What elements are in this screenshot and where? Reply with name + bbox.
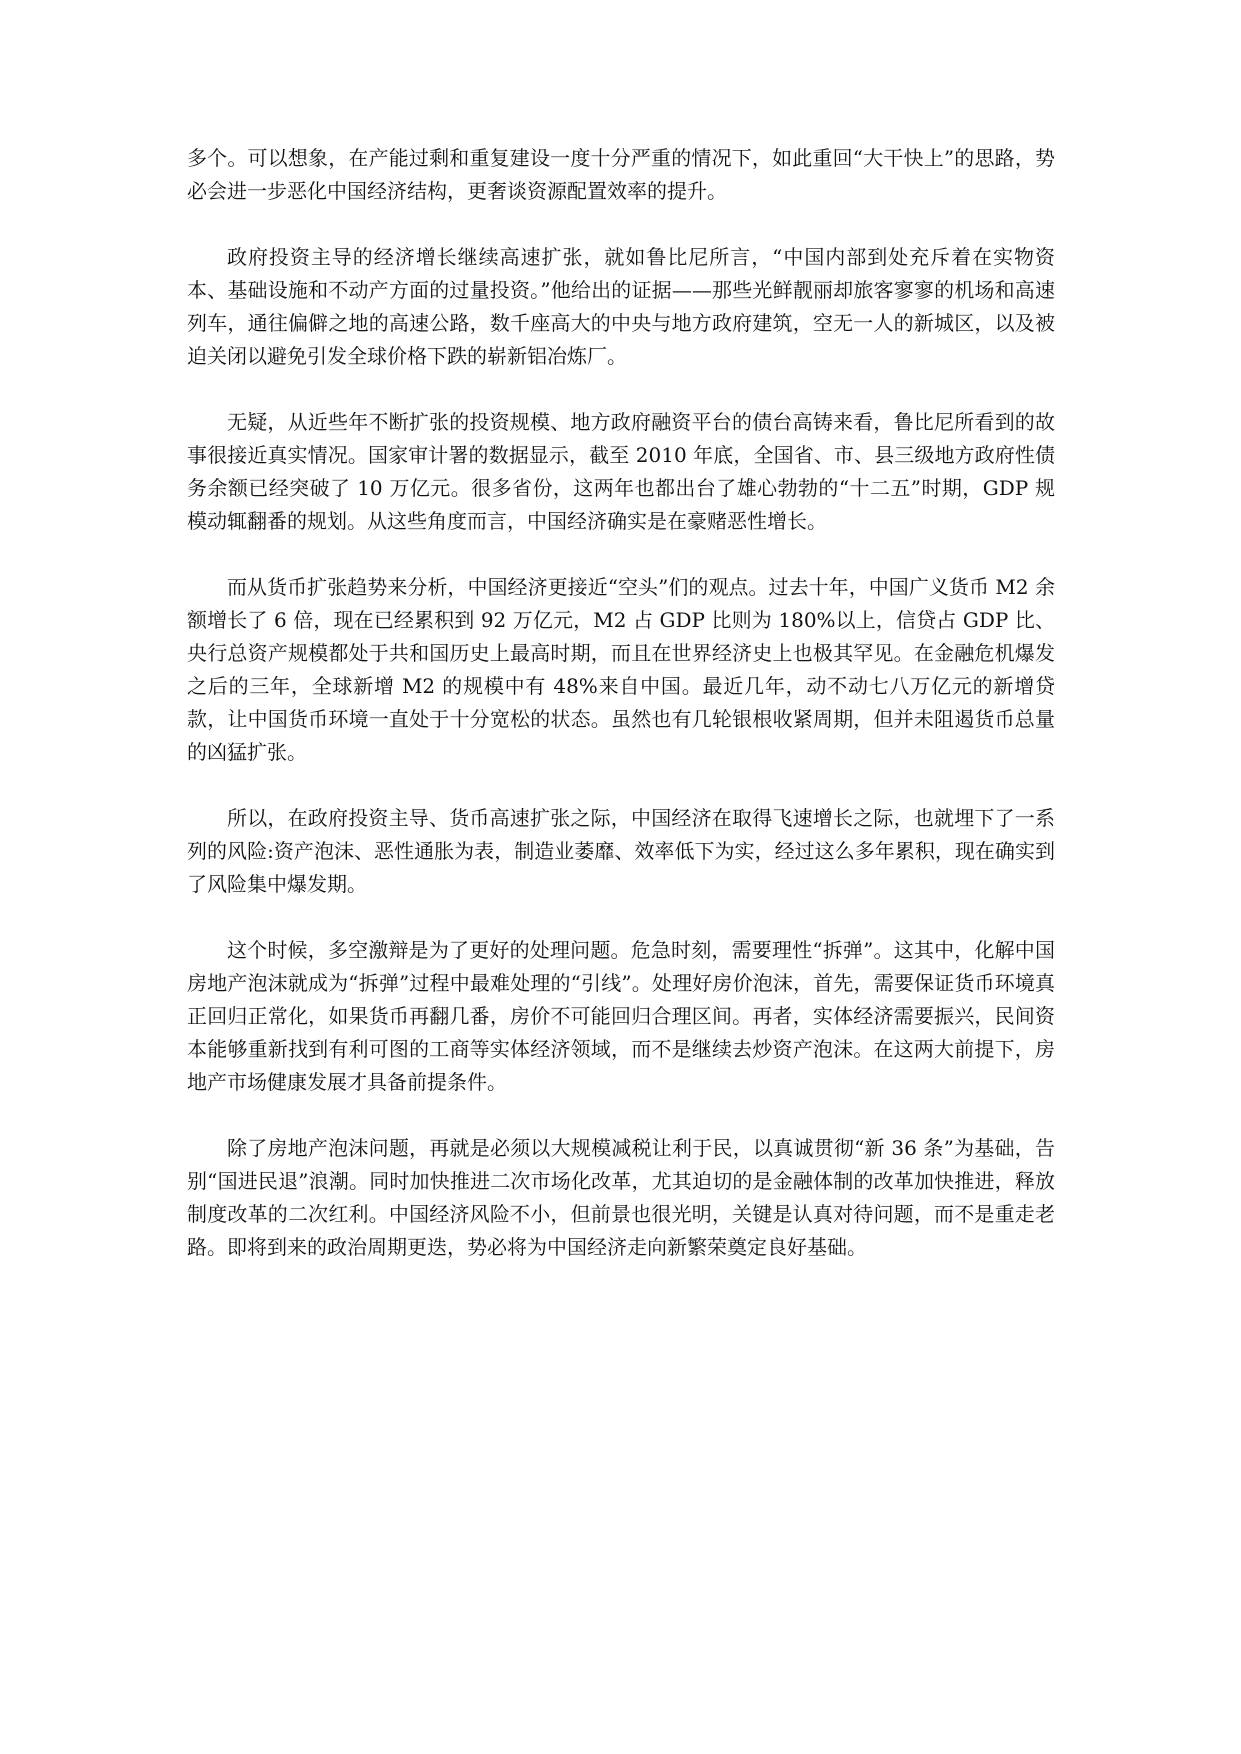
paragraph-local-debt: 无疑，从近些年不断扩张的投资规模、地方政府融资平台的债台高铸来看，鲁比尼所看到的故事很接近真实情况。国家审计署的数据显示，截至 2010 年底，全国省、市、县三级地方政府性债务余额已经突破了 10 万亿元。很多省份，这两年也都出台了雄心勃勃的“十二五”时期，GDP 规模动辄翻番的规划。从这些角度而言，中国经济确实是在豪赌恶性增长。: [187, 410, 1055, 533]
paragraph-monetary-expansion: 而从货币扩张趋势来分析，中国经济更接近“空头”们的观点。过去十年，中国广义货币 M2 余额增长了 6 倍，现在已经累积到 92 万亿元，M2 占 GDP 比则为 180%以上，信贷占 GDP 比、央行总资产规模都处于共和国历史上最高时期，而且在世界经济史上也极其罕见。在金融危机爆发之后的三年，全球新增 M2 的规模中有 48%来自中国。最近几年，动不动七八万亿元的新增贷款，让中国货币环境一直处于十分宽松的状态。虽然也有几轮银根收紧周期，但并未阻遏货币总量的凶猛扩张。: [187, 575, 1055, 764]
article-body: [187, 142, 1055, 1297]
paragraph-reform-outlook: 除了房地产泡沫问题，再就是必须以大规模减税让利于民，以真诚贯彻“新 36 条”为基础，告别“国进民退”浪潮。同时加快推进二次市场化改革，尤其迫切的是金融体制的改革加快推进，释放制度改革的二次红利。中国经济风险不小，但前景也很光明，关键是认真对待问题，而不是重走老路。即将到来的政治周期更迭，势必将为中国经济走向新繁荣奠定良好基础。: [187, 1136, 1055, 1259]
paragraph-continued: 多个。可以想象，在产能过剩和重复建设一度十分严重的情况下，如此重回“大干快上”的思路，势必会进一步恶化中国经济结构，更奢谈资源配置效率的提升。: [187, 146, 1055, 203]
paragraph-risks: 所以，在政府投资主导、货币高速扩张之际，中国经济在取得飞速增长之际，也就埋下了一系列的风险:资产泡沫、恶性通胀为表，制造业萎靡、效率低下为实，经过这么多年累积，现在确实到了风险集中爆发期。: [187, 806, 1055, 896]
paragraph-defusing-bubble: 这个时候，多空激辩是为了更好的处理问题。危急时刻，需要理性“拆弹”。这其中，化解中国房地产泡沫就成为“拆弹”过程中最难处理的“引线”。处理好房价泡沫，首先，需要保证货币环境真正回归正常化，如果货币再翻几番，房价不可能回归合理区间。再者，实体经济需要振兴，民间资本能够重新找到有利可图的工商等实体经济领域，而不是继续去炒资产泡沫。在这两大前提下，房地产市场健康发展才具备前提条件。: [187, 938, 1055, 1094]
paragraph-government-investment: 政府投资主导的经济增长继续高速扩张，就如鲁比尼所言，“中国内部到处充斥着在实物资本、基础设施和不动产方面的过量投资。”他给出的证据——那些光鲜靓丽却旅客寥寥的机场和高速列车，通往偏僻之地的高速公路，数千座高大的中央与地方政府建筑，空无一人的新城区，以及被迫关闭以避免引发全球价格下跌的崭新铝冶炼厂。: [187, 245, 1055, 368]
